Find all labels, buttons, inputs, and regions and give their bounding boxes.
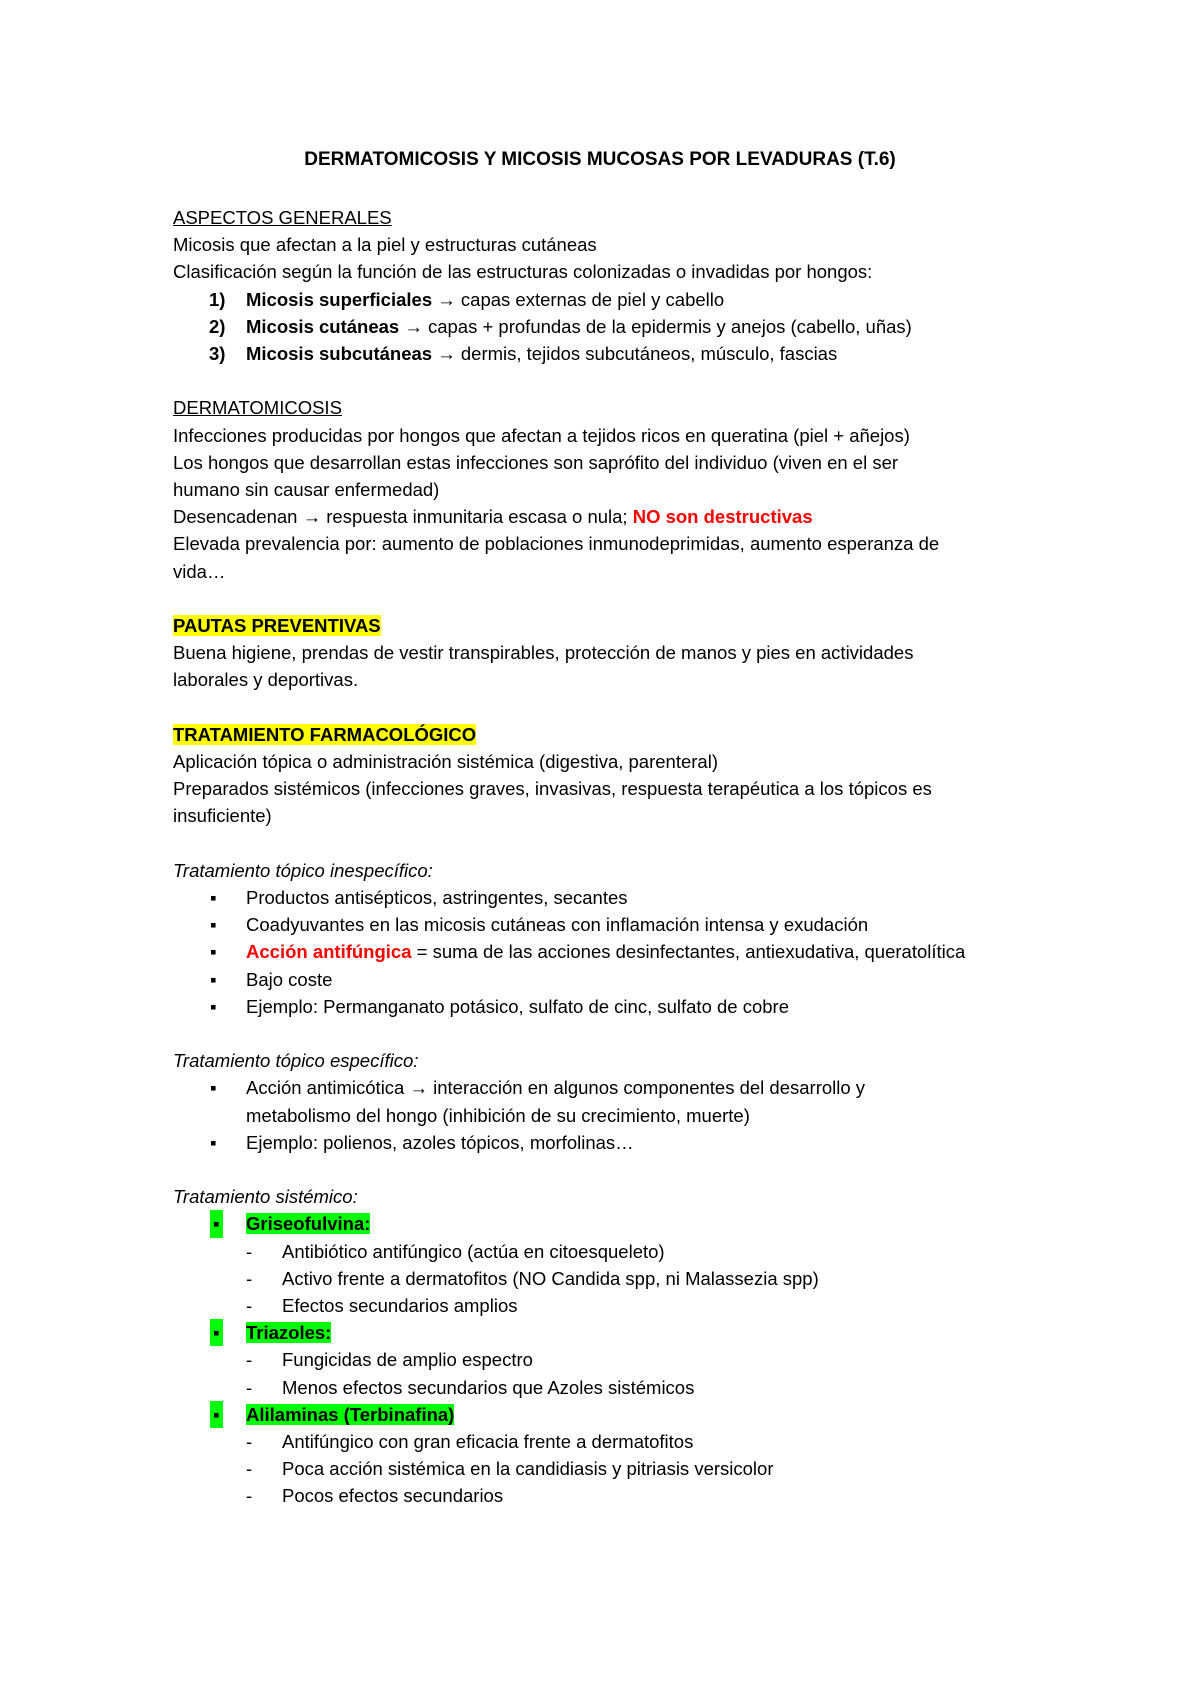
arrow-icon: →: [409, 1077, 428, 1099]
list-item: - Poca acción sistémica en la candidiasis y pitriasis versicolor: [173, 1455, 1073, 1482]
dash-icon: -: [246, 1431, 253, 1453]
dermato-line-4b: vida…: [173, 560, 226, 582]
dermato-line-2b: humano sin causar enfermedad): [173, 479, 440, 501]
dermato-line-3: Desencadenan → respuesta inmunitaria escasa o nula; NO son destructivas: [173, 506, 813, 528]
section-heading-general: ASPECTOS GENERALES: [173, 207, 392, 228]
tratamiento-line-2b: insuficiente): [173, 805, 272, 827]
bullet-icon: ▪: [210, 968, 217, 990]
list-item: ▪ Ejemplo: Permanganato potásico, sulfato de cinc, sulfato de cobre: [173, 993, 1073, 1020]
list-item: - Activo frente a dermatofitos (NO Candida spp, ni Malassezia spp): [173, 1265, 1073, 1292]
section-heading-dermatomicosis: DERMATOMICOSIS: [173, 397, 342, 419]
arrow-icon: →: [437, 343, 456, 365]
dash-icon: -: [246, 1376, 253, 1398]
drug-group-alilaminas: ▪ Alilaminas (Terbinafina): [173, 1401, 1073, 1428]
list-item: ▪ Ejemplo: polienos, azoles tópicos, morfolinas…: [173, 1129, 1073, 1156]
numbered-item-3: 3) Micosis subcutáneas → dermis, tejidos subcutáneos, músculo, fascias: [209, 343, 838, 365]
dash-icon: -: [246, 1349, 253, 1371]
red-emphasis: Acción antifúngica: [246, 941, 412, 963]
list-item: ▪ Bajo coste: [173, 966, 1073, 993]
list-item: ▪ Acción antimicótica → interacción en algunos componentes del desarrollo y metabolismo del hongo (inhibición de su crecimiento, muerte): [173, 1074, 1073, 1128]
general-line-1: Micosis que afectan a la piel y estructuras cutáneas: [173, 234, 597, 256]
dash-icon: -: [246, 1295, 253, 1317]
preventivas-line-1b: laborales y deportivas.: [173, 669, 359, 691]
list-item: - Efectos secundarios amplios: [173, 1292, 1073, 1319]
numbered-item-1: 1) Micosis superficiales → capas externas de piel y cabello: [209, 288, 725, 310]
section-heading-tratamiento: TRATAMIENTO FARMACOLÓGICO: [173, 723, 477, 745]
dash-icon: -: [246, 1267, 253, 1289]
bullet-icon: ▪: [210, 1319, 223, 1346]
arrow-icon: →: [437, 288, 456, 310]
bullet-icon: ▪: [210, 995, 217, 1017]
tratamiento-line-2a: Preparados sistémicos (infecciones graves, invasivas, respuesta terapéutica a los tópicos es: [173, 778, 932, 800]
dermato-line-4a: Elevada prevalencia por: aumento de poblaciones inmunodeprimidas, aumento esperanza de: [173, 533, 940, 555]
drug-group-griseofulvina: ▪ Griseofulvina:: [173, 1210, 1073, 1237]
list-item: - Fungicidas de amplio espectro: [173, 1346, 1073, 1373]
bullet-icon: ▪: [210, 1401, 223, 1428]
bullet-icon: ▪: [210, 914, 217, 936]
bullet-icon: ▪: [210, 1131, 217, 1153]
document-body: [173, 204, 1073, 1510]
bullet-icon: ▪: [210, 887, 217, 909]
bullet-icon: ▪: [210, 941, 217, 963]
arrow-icon: →: [404, 315, 423, 337]
dash-icon: -: [246, 1240, 253, 1262]
drug-group-triazoles: ▪ Triazoles:: [173, 1319, 1073, 1346]
subheading-sistemico: Tratamiento sistémico:: [173, 1186, 358, 1208]
subheading-especifico: Tratamiento tópico específico:: [173, 1050, 419, 1072]
bullet-icon: ▪: [210, 1210, 223, 1237]
document-title: DERMATOMICOSIS Y MICOSIS MUCOSAS POR LEVADURAS (T.6): [304, 149, 896, 170]
general-line-2: Clasificación según la función de las estructuras colonizadas o invadidas por hongos:: [173, 261, 873, 283]
list-item: - Antibiótico antifúngico (actúa en citoesqueleto): [173, 1238, 1073, 1265]
dermato-line-2a: Los hongos que desarrollan estas infecciones son saprófito del individuo (viven en el ser: [173, 451, 899, 473]
section-heading-preventivas: PAUTAS PREVENTIVAS: [173, 615, 381, 637]
arrow-icon: →: [302, 506, 322, 528]
tratamiento-line-1: Aplicación tópica o administración sistémica (digestiva, parenteral): [173, 751, 718, 773]
red-emphasis: NO son destructivas: [632, 506, 813, 528]
list-item: ▪ Acción antifúngica = suma de las acciones desinfectantes, antiexudativa, queratolítica: [173, 938, 1073, 965]
dash-icon: -: [246, 1458, 253, 1480]
list-item: ▪ Productos antisépticos, astringentes, secantes: [173, 884, 1073, 911]
numbered-item-2: 2) Micosis cutáneas → capas + profundas de la epidermis y anejos (cabello, uñas): [209, 315, 912, 337]
dash-icon: -: [246, 1485, 253, 1507]
list-item: ▪ Coadyuvantes en las micosis cutáneas con inflamación intensa y exudación: [173, 911, 1073, 938]
list-item: - Pocos efectos secundarios: [173, 1482, 1073, 1509]
list-item: - Antifúngico con gran eficacia frente a dermatofitos: [173, 1428, 1073, 1455]
subheading-inespecifico: Tratamiento tópico inespecífico:: [173, 859, 433, 881]
preventivas-line-1a: Buena higiene, prendas de vestir transpirables, protección de manos y pies en actividades: [173, 642, 914, 664]
dermato-line-1: Infecciones producidas por hongos que afectan a tejidos ricos en queratina (piel + añejos): [173, 424, 910, 446]
bullet-icon: ▪: [210, 1077, 217, 1099]
list-item: - Menos efectos secundarios que Azoles sistémicos: [173, 1374, 1073, 1401]
